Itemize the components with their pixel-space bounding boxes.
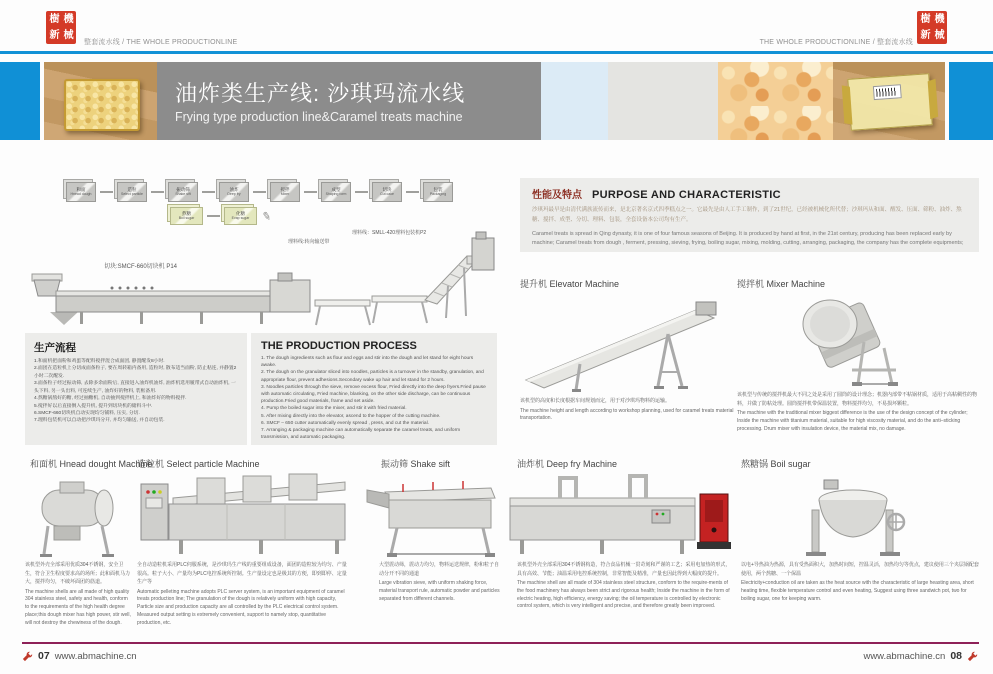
footer-divider <box>22 642 979 644</box>
elevator-machine-photo <box>518 292 746 394</box>
brand-seal-logo-right <box>917 11 947 44</box>
packaging-machine <box>472 238 494 270</box>
brand-seal-logo-left <box>46 11 76 44</box>
dough-machine-title: 和面机 Hnead dought Machine <box>30 459 153 469</box>
header-tagline-right: THE WHOLE PRODUCTIONLINE / 整套流水线 <box>759 39 913 46</box>
header-tagline-left: 整套流水线 / THE WHOLE PRODUCTIONLINE <box>84 39 238 46</box>
purpose-title-zh: 性能及特点 <box>532 190 582 201</box>
process-en-item: 4. Pump the boiled sugar into the mixer, and stir it with fried material. <box>261 406 407 412</box>
flow-connector <box>100 191 113 194</box>
dough-desc-zh: 该机型外壳全部采用优质304不锈钢，安全卫生，符合卫生程度要求高的场所；此和面机马力大，搅拌均匀，不破坏面团的筋道。 <box>25 562 131 585</box>
purpose-title-en: PURPOSE AND CHARACTERISTIC <box>592 189 781 201</box>
seal-char: 樹 <box>48 13 60 25</box>
fry-machine-title: 油炸机 Deep fry Machine <box>517 459 618 469</box>
process-zh-item: 3.面条粒子经过振动筛, 去除多余面粉后, 直接进入油炸机油炸, 油炸机选用履带式自动油炸机, 一头下料, 另一头出料, 可连续生产, 油炸好的物料, 装框备用. <box>34 381 236 394</box>
header-divider <box>0 51 993 54</box>
sugar-desc-en: Electricity+conduction oil are taken as the heat source with the characteristic of large heasting area, short heating time, flexible temperature control and even heating, Suggest using three sandwich pot, two for boiling sugar, one for keeping warm. <box>741 580 974 602</box>
fry-machine-photo <box>500 466 732 558</box>
particle-machine-photo <box>139 466 351 558</box>
sift-desc-zh: 大型震动筛，震动力均匀，物料运送规律，粉和粒子自动分开不同的通道 <box>379 562 500 577</box>
pack-line-label: 理料线：SMLL-420理料包装机P2 <box>352 230 427 236</box>
flow-step-melt-sugar: 化糖 Evap sugar <box>224 207 257 225</box>
mixer-machine-photo <box>788 290 910 388</box>
flow-step-knead: 和面 Hnead dough <box>66 182 96 202</box>
elevator-desc-zh: 该机型的高度和长度根据车间规划而定，用于对沙琪玛物料的运输。 <box>520 398 671 404</box>
fry-desc-en: The machine shell are all made of 304 stainless steel structure, conform to the require-ments of the food machinery has always been strict and rigorous health; Inside the machine in the form of electric heating, high efficiency, energy saving; the oil temperature is controlled by electronic control system, which is very intelligent and precise, and therefore greatly been improved. <box>517 580 730 610</box>
particle-desc-en: Automatic pelleting machine adopts PLC server system, is an important equipment of caramel treats production line; The granulation of the dough is relatively uniform with high capacity, Particle size and production capacity are all controlled by the PLC electrical control system. Measured output setting is extremely convenient, support to namely stop, quantitative production, etc. <box>137 588 345 626</box>
elevator-caption <box>520 397 756 423</box>
page-number-left: 07 <box>38 650 50 662</box>
flow-step-mix: 搅拌 Mixer <box>270 182 300 202</box>
sachima-closeup-photo <box>718 62 833 140</box>
product-package <box>847 73 932 131</box>
sachima-photo <box>44 62 157 140</box>
process-en-item: 5. After mixing directly into the elevator, ascend to the hopper of the cutting machine. <box>261 413 441 419</box>
banner-lightblue-block <box>541 62 608 140</box>
purpose-body-zh: 沙琪玛最早是由清代满族流传而来，是北京著名京式四季糕点之一。它最先是由人工手工制作，到了21世纪，已经被机械化所代替；沙琪玛从和面、醒发、压面、筛粉、油炸、熬糖、搅拌、成型、分切、理料、包装，全套设备本公司均有生产。 <box>532 207 962 224</box>
flow-step-shape: 成型 Shaping form <box>321 182 351 202</box>
sugar-kettle-photo <box>798 466 910 562</box>
process-zh-title: 生产流程 <box>34 342 76 354</box>
seal-char: 械 <box>62 29 74 41</box>
sugar-machine-title: 熬糖锅 Boil sugar <box>741 459 811 469</box>
process-zh-item: 7.理料包装机可以自动把沙琪玛分开, 并均匀输送, 并自动包装. <box>34 418 165 424</box>
process-box-zh <box>25 333 247 445</box>
process-zh-item: 1.和面机把面粉和鸡蛋等配料搅拌混合成面团, 静置醒发8小时. <box>34 359 165 364</box>
flow-connector <box>207 215 220 218</box>
process-zh-item: 2.面团在造粒机上分切成面条粒子, 要在周转箱内备用, 造粒时, 散布适当面粉, 防止粘连, 并静置2小时二次醒发. <box>34 366 237 379</box>
website-url: www.abmachine.cn <box>54 650 137 662</box>
seal-char: 機 <box>62 13 74 25</box>
process-box-en <box>251 333 497 445</box>
page-title-en: Frying type production line&Caramel treats machine <box>175 110 463 124</box>
flow-connector <box>202 191 215 194</box>
flow-step-cut: 切块 Cut cake <box>372 182 402 202</box>
mixer-caption <box>737 391 980 433</box>
process-en-item: 1. The dough ingredients such as flour and eggs and stir into the dough and let stand for eight hours awake. <box>261 356 474 369</box>
process-en-item: 3. Noodles particles through the sieve, remove excess flour, Fried directly into the deep fryers.Fried pause with automatic circulating, Fried machine, blanking, on the other side discharge, can be continuous production.Fried good materials, frame and set aside. <box>261 384 486 405</box>
process-en-item: 2. The dough on the granulator sliced into noodles, particles is a turnover in the standby, granulation, and appropriate flour, prevent adhesions.Secondary wake up hair and let stand for 2 hours. <box>261 370 484 383</box>
pencil-icon: ✎ <box>260 209 273 224</box>
turn-conveyor-label: 理料线:转向输送带 <box>288 239 330 245</box>
page-number-right: 08 <box>950 650 962 662</box>
elevator-machine-title: 提升机 Elevator Machine <box>520 279 620 289</box>
flow-connector <box>406 191 419 194</box>
elevator-desc-en: The machine height and length according to workshop planning, used for caramel treats material transportation. <box>520 407 734 422</box>
process-zh-item: 6.SMCF-660切块机自动实现均匀铺料, 压实, 分切. <box>34 410 140 416</box>
mixer-desc-en: The machine with the traditional mixer biggest difference is the use of the design concept of the cylinder; Inside the machine with titanium material, suitable for high viscosity material, and do the anti–sticking processing. Drum mixer with insulation device, the material mix, no damage. <box>737 410 968 432</box>
dough-caption <box>25 561 131 627</box>
purpose-body-en: Caramel treats is spread in Qing dynasty, it is one of four famous seasons of Beijing. It is produced by hand at first, in the 21st century, producing has been replaced early by machine; Caramel treats from dough , ferment, pressing, sieving, frying, boiling sugar, mixing, molding, cutting, arranging, packaging, the company has the complete equipments; <box>532 230 964 246</box>
flow-step-granulate: 造粒 Select particle <box>117 182 147 202</box>
sugar-caption <box>741 561 979 603</box>
fry-caption <box>517 561 732 611</box>
banner-blue-block-left <box>0 62 40 140</box>
flow-connector <box>253 191 266 194</box>
footer-left <box>22 650 137 662</box>
mixer-desc-zh: 该机型与传统的搅拌机最大不同之处是采用了圆筒的设计理念；机器内部带不粘锅材质，适用于高粘稠性的物料，并做了防粘处理。圆筒搅拌机带保温装置，物料搅拌均匀，不易损坏颗粒。 <box>737 392 978 407</box>
banner-lightgray-block <box>608 62 718 140</box>
footer-right <box>863 650 978 662</box>
process-flowchart <box>66 182 453 202</box>
particle-desc-zh: 全自动造粒机采用PLC伺服系统，是沙琪玛生产线的重要组成设备，面团的造粒较为均匀、产量很高。粒子大小、产量均为PLC电控系统所控制。生产量设定也是极其的方便，即到即停、定量生产等 <box>137 562 347 585</box>
flow-step-sift: 振动筛 Shake sift <box>168 182 198 202</box>
sugar-desc-zh: 以电+导热油为热源，具有受热面积大，加热时间短，控温灵活，加热均匀等优点，建议使用三个夹层锅配套使用，两个熬糖、一个保温 <box>741 562 979 577</box>
mixer-machine-title: 搅拌机 Mixer Machine <box>737 279 826 289</box>
process-en-item: 7. Arranging & packaging machine can automatically separate the caramel treats, and uniform transmission, and automatic packaging. <box>261 427 461 441</box>
sift-machine-photo <box>363 470 503 558</box>
fry-desc-zh: 该机型外壳全部采用304不锈钢构造，符合食品机械一贯苛刻和严谨的工艺；采用电加热的形式，具有高效、节能；油温采用电控系统控制，非常智能及精准，产量也因此得到大幅度的提升。 <box>517 562 731 577</box>
seal-char: 樹 <box>919 13 931 25</box>
purpose-box <box>520 178 979 252</box>
process-en-item: 6. SMCF – 650 cutter automatically evenly spread , press, and cut the material. <box>261 420 429 426</box>
sift-desc-en: Large vibration sieve, with uniform shaking force, material transport rule, automatic powder and particles separated from different channels. <box>379 580 500 602</box>
banner-blue-block-right <box>949 62 993 140</box>
cutter-label: 切块:SMCF-660切块机 P14 <box>104 264 178 270</box>
barcode-label <box>873 84 902 100</box>
particle-caption <box>137 561 351 627</box>
page-title-zh: 油炸类生产线: 沙琪玛流水线 <box>175 81 466 106</box>
wrench-icon <box>967 651 978 662</box>
sachima-snack <box>64 79 140 131</box>
process-zh-item: 5.搅拌好以后直接倒入提升机, 提升到切块机的储料斗中. <box>34 403 153 409</box>
process-en-title: THE PRODUCTION PROCESS <box>261 340 417 352</box>
flow-step-pack: 包装 Packaging <box>423 182 453 202</box>
seal-char: 新 <box>48 29 60 41</box>
sift-caption <box>379 561 503 603</box>
particle-machine-title: 造粒机 Select particle Machine <box>137 459 260 469</box>
dough-desc-en: The machine shells are all made of high quality 304 stainless steel, safety and health, conform to the requirements of the high health degree place;this dough mixer has high power, stir well, will not destroy the chewiness of the dough. <box>25 588 131 626</box>
sift-machine-title: 振动筛 Shake sift <box>381 459 451 469</box>
wrench-icon <box>22 651 33 662</box>
seal-char: 機 <box>933 13 945 25</box>
packaged-product-photo <box>833 62 945 140</box>
flow-connector <box>304 191 317 194</box>
sugar-flowchart <box>170 207 271 225</box>
website-url: www.abmachine.cn <box>863 650 946 662</box>
flow-step-fry: 油炸 Deep fry <box>219 182 249 202</box>
production-line-drawing <box>20 228 497 332</box>
seal-char: 械 <box>933 29 945 41</box>
seal-char: 新 <box>919 29 931 41</box>
title-banner <box>157 62 541 140</box>
flow-connector <box>355 191 368 194</box>
process-zh-item: 4.熬糖锅熬好的糖, 经过抽糖机, 自动抽到搅拌机上, 和油炸好的物料搅拌. <box>34 396 187 402</box>
flow-step-boil-sugar: 熬糖 Boil sugar <box>170 207 203 225</box>
flow-connector <box>151 191 164 194</box>
dough-machine-photo <box>36 470 118 558</box>
